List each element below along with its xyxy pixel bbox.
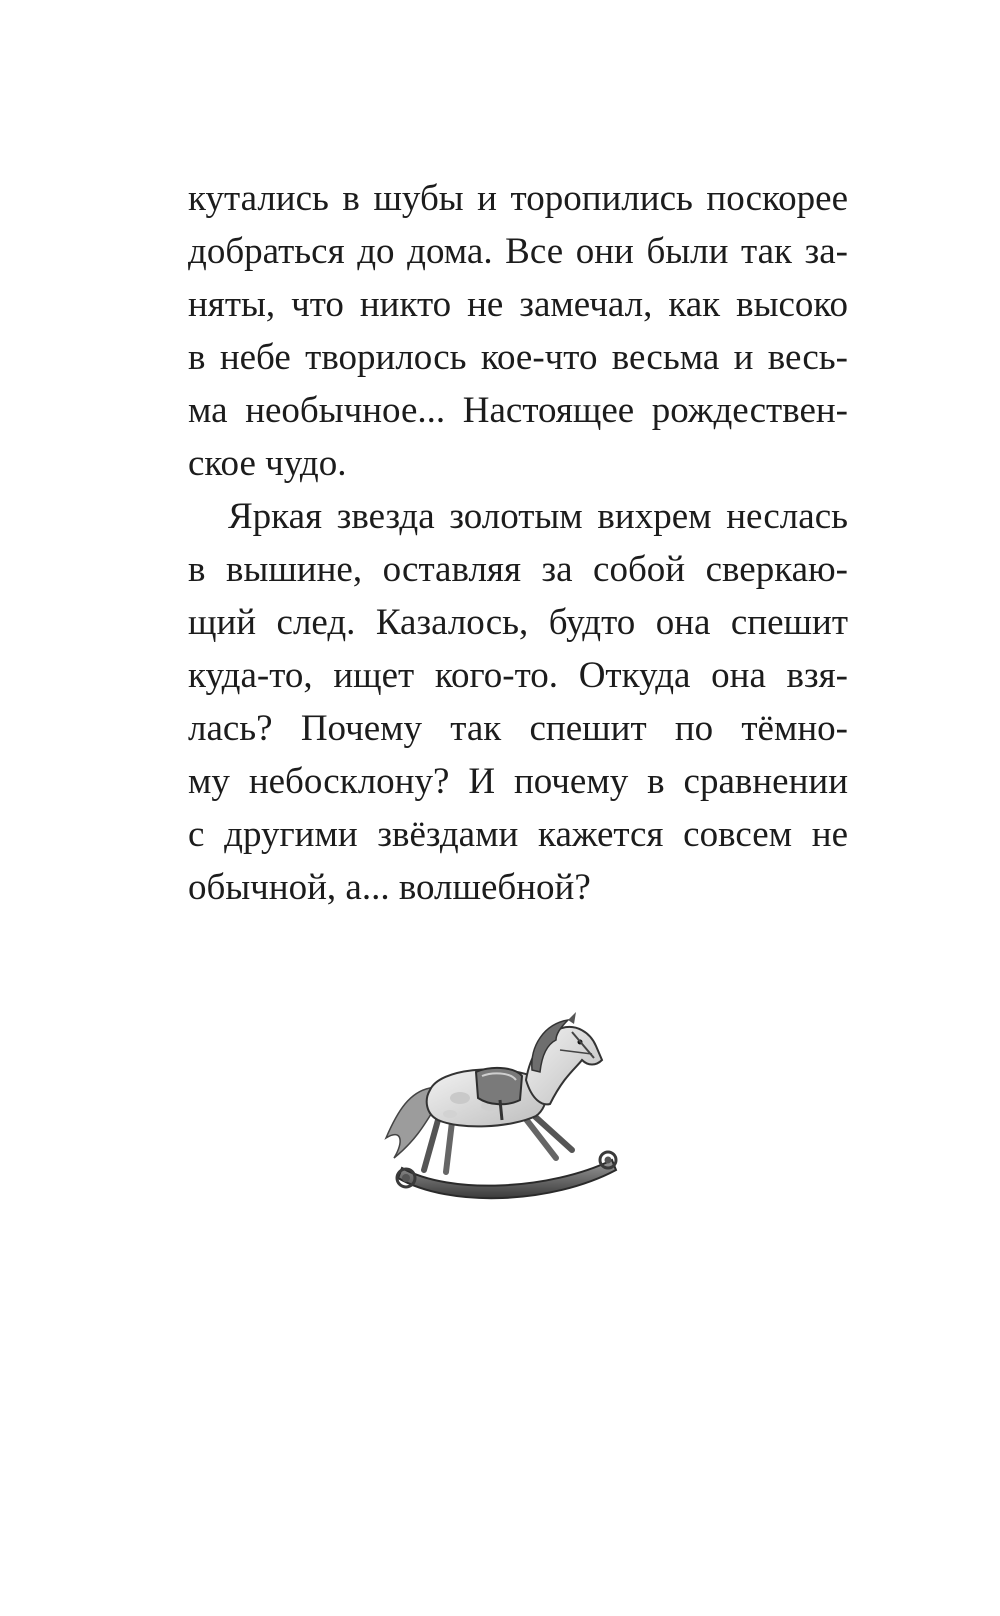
text-line: с другими звёздами кажется совсем не [188,814,848,855]
text-line: му небосклону? И почему в сравнении [188,761,848,802]
text-line: лась? Почему так спешит по тёмно- [188,708,848,749]
text-line: кутались в шубы и торопились поскорее [188,178,848,219]
rocking-horse-icon [380,1010,630,1215]
paragraph-1 [188,172,848,490]
text-line: куда-то, ищет кого-то. Откуда она взя- [188,655,848,696]
text-line: добраться до дома. Все они были так за- [188,231,848,272]
text-line: ское чудо. [188,443,347,484]
paragraph-2 [188,490,848,914]
body-text [188,172,848,914]
text-line: в небе творилось кое-что весьма и весь- [188,337,848,378]
text-line: щий след. Казалось, будто она спешит [188,602,848,643]
text-line: ма необычное... Настоящее рождествен- [188,390,848,431]
text-line: в вышине, оставляя за собой сверкаю- [188,549,848,590]
text-line: няты, что никто не замечал, как высоко [188,284,848,325]
text-line: Яркая звезда золотым вихрем неслась [228,496,848,537]
text-line: обычной, а... волшебной? [188,867,591,908]
